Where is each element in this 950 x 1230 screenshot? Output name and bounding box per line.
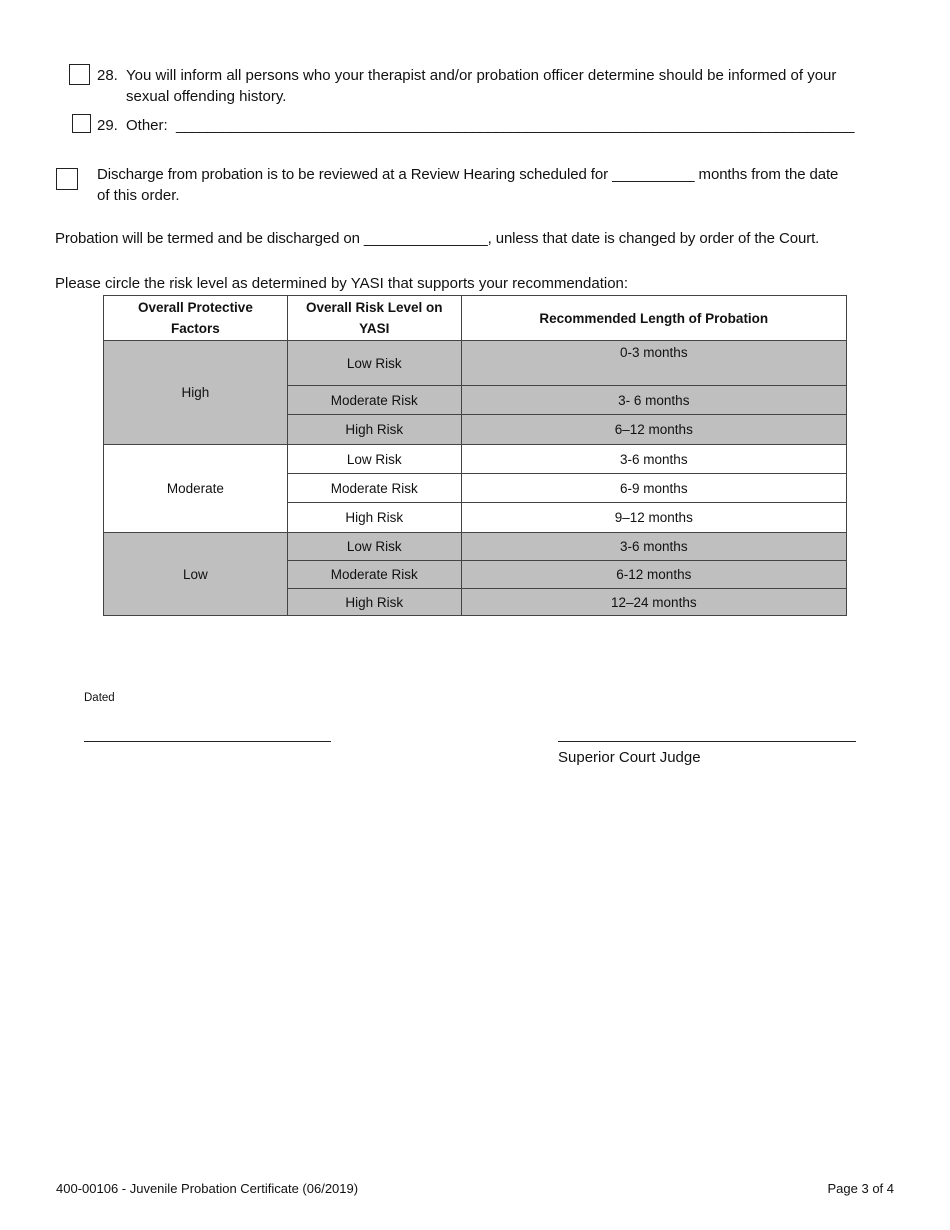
table-header-row [104,296,847,341]
item-28-checkbox[interactable] [69,64,90,85]
length-cell: 6–12 months [461,415,846,445]
date-signature-line[interactable] [84,741,331,742]
risk-cell: Low Risk [287,445,461,474]
length-cell: 6-12 months [461,561,846,589]
length-cell: 3-6 months [461,445,846,474]
discharge-review-checkbox[interactable] [56,168,78,190]
discharge-review-line2: of this order. [97,187,180,204]
header-recommended-length: Recommended Length of Probation [461,296,846,341]
footer-page-number: Page 3 of 4 [827,1181,894,1196]
dated-label: Dated [84,692,115,704]
table-intro: Please circle the risk level as determined by YASI that supports your recommendation: [55,275,629,292]
judge-label: Superior Court Judge [558,749,701,766]
item-29-number: 29. [97,117,118,134]
risk-cell: High Risk [287,415,461,445]
length-cell: 9–12 months [461,503,846,533]
risk-cell: High Risk [287,589,461,616]
judge-signature-line[interactable] [558,741,856,742]
length-cell: 6-9 months [461,474,846,503]
risk-cell: Low Risk [287,533,461,561]
header-risk-level: Overall Risk Level on YASI [287,296,461,341]
table-row [104,341,847,386]
termination-text: Probation will be termed and be discharged on _______________, unless that date is changed by order of the Court. [55,230,820,247]
risk-cell: Moderate Risk [287,561,461,589]
item-29-label: Other: [126,117,168,134]
risk-cell: Moderate Risk [287,386,461,415]
discharge-review-line1: Discharge from probation is to be reviewed at a Review Hearing scheduled for __________ months from the date [97,166,839,183]
risk-cell: Moderate Risk [287,474,461,503]
risk-cell: Low Risk [287,341,461,386]
factor-cell-moderate: Moderate [104,445,288,533]
table-row [104,445,847,474]
item-29-checkbox[interactable] [72,114,91,133]
risk-cell: High Risk [287,503,461,533]
factor-cell-high: High [104,341,288,445]
length-cell: 3- 6 months [461,386,846,415]
factor-cell-low: Low [104,533,288,616]
length-cell: 12–24 months [461,589,846,616]
length-cell: 0-3 months [461,341,846,386]
item-29-blank[interactable]: _______________________________________________________________________________________ [176,117,854,134]
footer-form-id: 400-00106 - Juvenile Probation Certificate (06/2019) [56,1181,359,1196]
item-28-number: 28. [97,67,118,84]
item-28-text-line1: You will inform all persons who your therapist and/or probation officer determine should be informed of your [126,67,837,84]
table-row [104,533,847,561]
length-cell: 3-6 months [461,533,846,561]
risk-table [103,295,847,616]
header-protective-factors: Overall Protective Factors [104,296,288,341]
item-28-text-line2: sexual offending history. [126,88,287,105]
